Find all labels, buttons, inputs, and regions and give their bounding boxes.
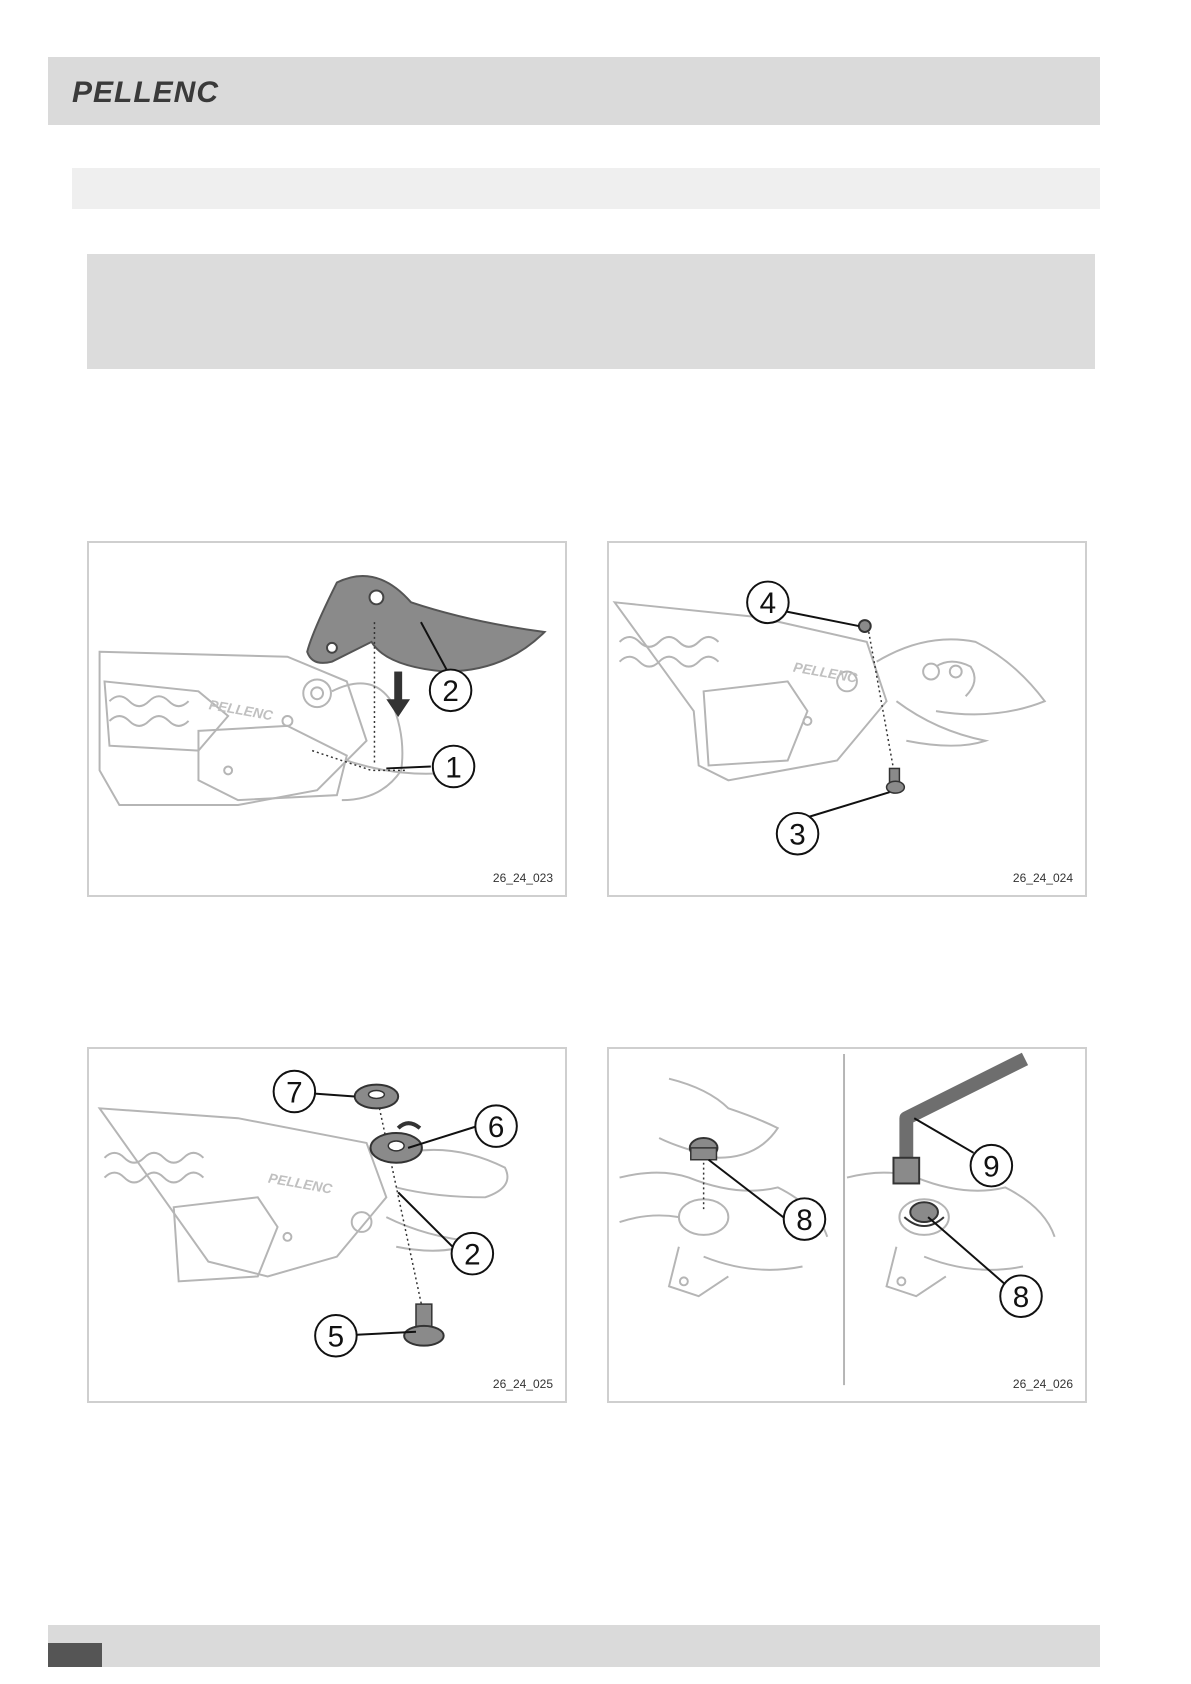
figure-id: 26_24_026 <box>1012 1377 1073 1391</box>
figure-id: 26_24_023 <box>492 871 553 885</box>
callout-8-left: 8 <box>796 1203 813 1237</box>
footer-band <box>48 1625 1100 1667</box>
figure-id: 26_24_024 <box>1012 871 1073 885</box>
callout-3: 3 <box>789 818 806 852</box>
svg-text:PELLENC: PELLENC <box>792 658 859 686</box>
callout-1: 1 <box>445 751 462 785</box>
figure-exploded-assembly <box>87 1047 567 1403</box>
section-title-bar <box>72 168 1100 209</box>
callout-5: 5 <box>327 1320 345 1354</box>
callout-6: 6 <box>487 1111 505 1144</box>
figure-screw-removal <box>607 541 1087 897</box>
figure-id: 26_24_025 <box>492 1377 553 1391</box>
pellenc-logo: PELLENC <box>72 76 220 109</box>
callout-7: 7 <box>286 1076 303 1110</box>
callout-9: 9 <box>983 1150 1000 1184</box>
callout-2: 2 <box>442 675 459 709</box>
callout-4: 4 <box>759 587 777 621</box>
figure-nut-tightening <box>607 1047 1087 1403</box>
page-number-tab <box>48 1643 102 1667</box>
figure-2-illustration <box>609 543 1085 895</box>
figure-3-illustration <box>89 1049 565 1401</box>
callout-8-right: 8 <box>1012 1281 1030 1315</box>
callout-2: 2 <box>464 1238 481 1272</box>
svg-text:PELLENC: PELLENC <box>267 1169 334 1197</box>
figure-4-illustration <box>609 1049 1085 1401</box>
figure-1-illustration <box>89 543 565 895</box>
note-box <box>87 254 1095 369</box>
svg-text:PELLENC: PELLENC <box>207 696 275 724</box>
figure-blade-removal <box>87 541 567 897</box>
